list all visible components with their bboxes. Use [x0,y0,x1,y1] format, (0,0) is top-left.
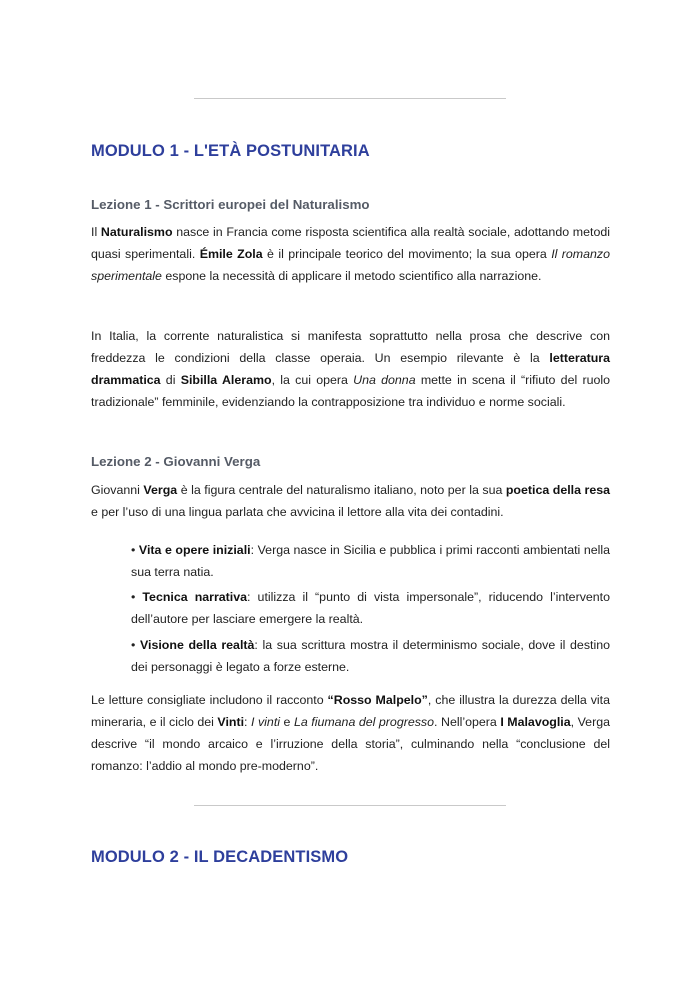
list-item: • Tecnica narrativa: utilizza il “punto di vista impersonale”, riducendo l’intervento dell’autore per lasciare emergere la realtà. [131,590,611,626]
module-2-title: MODULO 2 - IL DECADENTISMO [91,848,349,866]
section-divider-top [194,98,506,99]
lesson-1-title: Lezione 1 - Scrittori europei del Naturalismo [91,197,370,212]
list-item: • Visione della realtà: la sua scrittura mostra il determinismo sociale, dove il destino dei personaggi è legato a forze esterne. [131,638,610,674]
lesson-2-title: Lezione 2 - Giovanni Verga [91,454,261,469]
lesson-1-paragraph-1: Il Naturalismo nasce in Francia come risposta scientifica alla realtà sociale, adottando metodi quasi sperimentali. Émile Zola è il principale teorico del movimento; la sua opera Il romanzo sperimentale espone la necessità di applicare il metodo scientifico alla narrazione. [91,225,610,283]
list-item: • Vita e opere iniziali: Verga nasce in Sicilia e pubblica i primi racconti ambientati nella sua terra natia. [131,543,611,579]
section-divider-bottom [194,805,506,806]
lesson-2-intro: Giovanni Verga è la figura centrale del naturalismo italiano, noto per la sua poetica della resa e per l’uso di una lingua parlata che avvicina il lettore alla vita dei contadini. [91,483,610,519]
lesson-1-paragraph-2: In Italia, la corrente naturalistica si manifesta soprattutto nella prosa che descrive con freddezza le condizioni della classe operaia. Un esempio rilevante è la letteratura drammatica di Sibilla Aleramo, la cui opera Una donna mette in scena il “rifiuto del ruolo tradizionale” femminile, evidenziando la contrapposizione tra individuo e norme sociali. [91,329,611,409]
lesson-2-closing: Le letture consigliate includono il racconto “Rosso Malpelo”, che illustra la durezza della vita mineraria, e il ciclo dei Vinti: I vinti e La fiumana del progresso. Nell’opera I Malavoglia, Verga descrive “il mondo arcaico e l’irruzione della storia”, culminando nella “conclusione del romanzo: l’addio al mondo pre-moderno”. [91,693,610,773]
module-1-title: MODULO 1 - L'ETÀ POSTUNITARIA [91,142,370,160]
